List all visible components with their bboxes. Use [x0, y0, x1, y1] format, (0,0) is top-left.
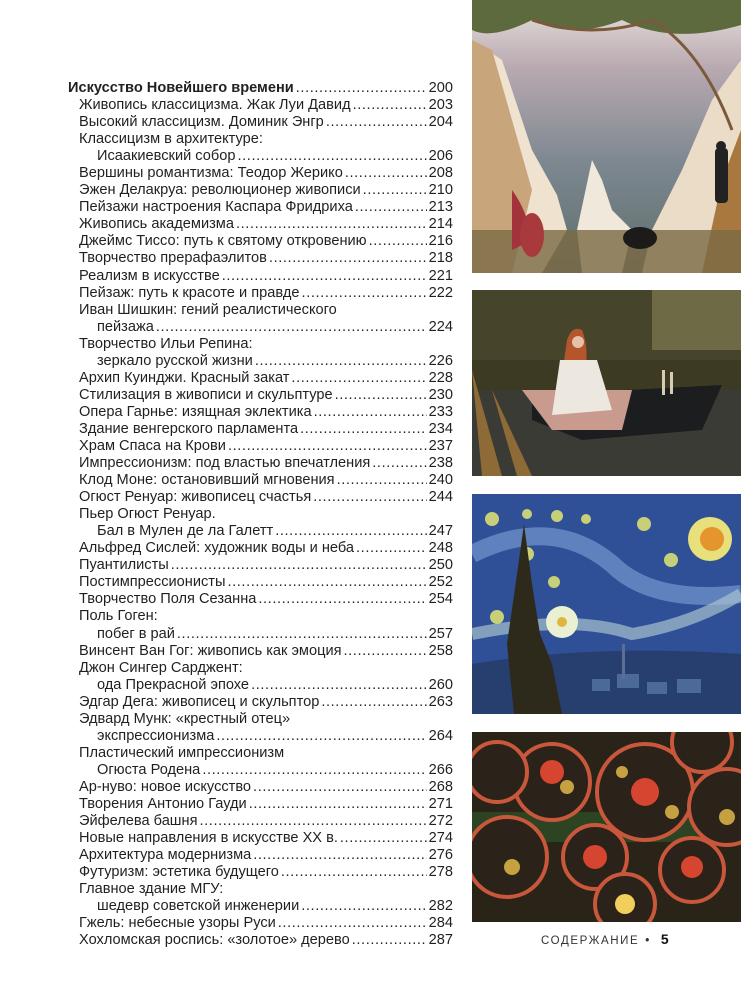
toc-entry-title: Пьер Огюст Ренуар.: [79, 506, 216, 523]
toc-entry-title: Пластический импрессионизм: [79, 744, 285, 761]
toc-entry-title: Огюста Родена: [97, 761, 201, 778]
toc-entry-page: 214: [428, 216, 453, 233]
dot-leader: [300, 421, 427, 438]
toc-entry[interactable]: [68, 574, 453, 591]
toc-entry-title: Гжель: небесные узоры Руси: [79, 915, 276, 932]
toc-entry-page: 254: [428, 591, 453, 608]
dot-leader: [291, 370, 426, 387]
toc-entry-title: экспрессионизма: [97, 727, 215, 744]
toc-entry-title: Опера Гарнье: изящная эклектика: [79, 403, 312, 420]
toc-entry-title: Эйфелева башня: [79, 813, 198, 830]
chalk-cliffs-painting: [472, 0, 741, 273]
dot-leader: [216, 728, 426, 745]
toc-entry-title: Творения Антонио Гауди: [79, 795, 247, 812]
toc-entry-title: Архип Куинджи. Красный закат: [79, 369, 290, 386]
toc-entry[interactable]: [68, 370, 453, 387]
khokhloma-bowls-photo: [472, 732, 741, 922]
toc-entry-page: 208: [428, 165, 453, 182]
dot-leader: [326, 114, 427, 131]
toc-entry-page: 240: [428, 472, 453, 489]
toc-entry-page: 206: [428, 148, 453, 165]
dot-leader: [335, 387, 427, 404]
toc-entry-title: Бал в Мулен де ла Галетт: [97, 523, 274, 540]
toc-entry-page: 274: [428, 830, 453, 847]
toc-entry-title: пейзажа: [97, 318, 154, 335]
toc-entry-page: 226: [428, 352, 453, 369]
toc-entry-page: 218: [428, 250, 453, 267]
toc-entry[interactable]: [68, 847, 453, 864]
toc-entry[interactable]: [68, 353, 453, 370]
toc-entry[interactable]: [68, 898, 453, 915]
toc-entry[interactable]: [68, 626, 453, 643]
dot-leader: [258, 591, 426, 608]
toc-entry[interactable]: [68, 131, 453, 148]
toc-entry[interactable]: [68, 97, 453, 114]
toc-entry-title: Альфред Сислей: художник воды и неба: [79, 540, 355, 557]
toc-entry-title: ода Прекрасной эпохе: [97, 676, 250, 693]
toc-entry[interactable]: [68, 796, 453, 813]
dot-leader: [228, 438, 427, 455]
toc-entry-page: 260: [428, 676, 453, 693]
toc-entry-title: Пейзаж: путь к красоте и правде: [79, 284, 300, 301]
toc-entry-page: 233: [428, 403, 453, 420]
dot-leader: [345, 165, 427, 182]
dot-leader: [253, 779, 427, 796]
toc-entry-page: 247: [428, 523, 453, 540]
dot-leader: [251, 677, 427, 694]
toc-entry[interactable]: [68, 779, 453, 796]
dot-leader: [156, 319, 427, 336]
dot-leader: [356, 540, 427, 557]
dot-leader: [281, 864, 427, 881]
toc-entry-page: 230: [428, 386, 453, 403]
toc-entry-page: 263: [428, 693, 453, 710]
toc-entry-page: 266: [428, 761, 453, 778]
toc-entry-page: 258: [428, 642, 453, 659]
toc-entry-page: 224: [428, 318, 453, 335]
dot-leader: [337, 472, 427, 489]
toc-entry[interactable]: [68, 660, 453, 677]
toc-entry-page: 228: [428, 369, 453, 386]
toc-entry-page: 200: [428, 80, 453, 96]
toc-entry-title: Творчество Поля Сезанна: [79, 591, 257, 608]
dot-leader: [314, 404, 427, 421]
dot-leader: [321, 694, 426, 711]
toc-entry[interactable]: [68, 250, 453, 267]
toc-entry-title: Ар-нуво: новое искусство: [79, 778, 252, 795]
toc-entry[interactable]: [68, 813, 453, 830]
dot-leader: [352, 932, 427, 949]
toc-entry-page: 284: [428, 915, 453, 932]
toc-entry-title: Вершины романтизма: Теодор Жерико: [79, 165, 343, 182]
separator-bullet: •: [645, 935, 651, 947]
toc-entry-title: Иван Шишкин: гений реалистического: [79, 301, 337, 318]
dot-leader: [302, 285, 427, 302]
toc-entry[interactable]: [68, 915, 453, 932]
toc-entry[interactable]: [68, 506, 453, 523]
dot-leader: [249, 796, 427, 813]
toc-entry-page: 250: [428, 557, 453, 574]
dot-leader: [369, 233, 427, 250]
toc-entry-page: 282: [428, 898, 453, 915]
toc-entry-title: Пейзажи настроения Каспара Фридриха: [79, 199, 353, 216]
dot-leader: [278, 915, 427, 932]
toc-entry-page: 276: [428, 847, 453, 864]
toc-entry-title: Эдвард Мунк: «крестный отец»: [79, 710, 291, 727]
toc-entry-title: Футуризм: эстетика будущего: [79, 864, 279, 881]
toc-entry-page: 248: [428, 540, 453, 557]
toc-entry[interactable]: [68, 199, 453, 216]
toc-entry-page: 252: [428, 574, 453, 591]
toc-entry[interactable]: [68, 404, 453, 421]
toc-entry-title: Пуантилисты: [79, 557, 169, 574]
toc-entry[interactable]: [68, 762, 453, 779]
dot-leader: [199, 813, 426, 830]
toc-entry-title: Здание венгерского парламента: [79, 420, 299, 437]
toc-entry-page: 272: [428, 813, 453, 830]
toc-entry[interactable]: [68, 864, 453, 881]
toc-entry-title: Живопись классицизма. Жак Луи Давид: [79, 97, 351, 114]
toc-entry[interactable]: [68, 438, 453, 455]
dot-leader: [340, 830, 427, 847]
toc-entry-page: 268: [428, 778, 453, 795]
dot-leader: [301, 898, 426, 915]
toc-entry-title: Джон Сингер Сарджент:: [79, 659, 243, 676]
dot-leader: [275, 523, 426, 540]
toc-entry[interactable]: [68, 455, 453, 472]
dot-leader: [236, 216, 427, 233]
toc-entry-page: 213: [428, 199, 453, 216]
toc-entry[interactable]: [68, 608, 453, 625]
toc-entry-page: 271: [428, 795, 453, 812]
toc-entry[interactable]: [68, 677, 453, 694]
toc-entry-page: 234: [428, 420, 453, 437]
dot-leader: [177, 626, 427, 643]
toc-entry-title: Поль Гоген:: [79, 608, 158, 625]
toc-entry[interactable]: [68, 591, 453, 608]
toc-entry[interactable]: [68, 336, 453, 353]
toc-entry[interactable]: [68, 319, 453, 336]
starry-night-painting: [472, 494, 741, 714]
toc-entry-title: Творчество Ильи Репина:: [79, 335, 253, 352]
toc-entry[interactable]: [68, 523, 453, 540]
dot-leader: [253, 847, 426, 864]
toc-entry[interactable]: [68, 421, 453, 438]
toc-entry-page: 238: [428, 455, 453, 472]
dot-leader: [353, 97, 427, 114]
toc-entry-page: 287: [428, 932, 453, 949]
toc-entry-title: Высокий классицизм. Доминик Энгр: [79, 114, 324, 131]
toc-entry[interactable]: [68, 557, 453, 574]
toc-entry-title: Архитектура модернизма: [79, 847, 252, 864]
toc-entry[interactable]: [68, 216, 453, 233]
dot-leader: [171, 557, 427, 574]
toc-entry-page: 222: [428, 284, 453, 301]
toc-entry-title: Новые направления в искусстве XX в.: [79, 830, 338, 847]
toc-entry-page: 204: [428, 114, 453, 131]
toc-entry-page: 264: [428, 727, 453, 744]
toc-entry-page: 244: [428, 489, 453, 506]
dot-leader: [344, 643, 427, 660]
toc-entry-title: Импрессионизм: под властью впечатления: [79, 455, 371, 472]
dot-leader: [227, 574, 426, 591]
lady-of-shalott-painting: [472, 290, 741, 476]
toc-entry[interactable]: [68, 711, 453, 728]
toc-entry[interactable]: [68, 114, 453, 131]
dot-leader: [296, 80, 427, 97]
dot-leader: [355, 199, 427, 216]
toc-entry-title: Огюст Ренуар: живописец счастья: [79, 489, 312, 506]
dot-leader: [269, 250, 427, 267]
toc-entry[interactable]: [68, 387, 453, 404]
toc-entry-title: Клод Моне: остановивший мгновения: [79, 472, 335, 489]
toc-entry-page: 237: [428, 437, 453, 454]
toc-entry-title: шедевр советской инженерии: [97, 898, 300, 915]
toc-entry[interactable]: [68, 694, 453, 711]
toc-entry-title: Джеймс Тиссо: путь к святому откровению: [79, 233, 367, 250]
toc-entry-title: Искусство Новейшего времени: [68, 80, 294, 96]
toc-entry[interactable]: [68, 285, 453, 302]
table-of-contents: [68, 80, 453, 949]
toc-entry-title: Эдгар Дега: живописец и скульптор: [79, 693, 320, 710]
page-footer: [541, 931, 669, 947]
toc-entry[interactable]: [68, 728, 453, 745]
toc-entry-title: Реализм в искусстве: [79, 267, 220, 284]
dot-leader: [372, 455, 426, 472]
toc-entry-title: Храм Спаса на Крови: [79, 437, 226, 454]
toc-entry[interactable]: [68, 540, 453, 557]
dot-leader: [313, 489, 426, 506]
toc-entry[interactable]: [68, 881, 453, 898]
toc-entry-title: Эжен Делакруа: революционер живописи: [79, 182, 361, 199]
toc-entry[interactable]: [68, 472, 453, 489]
toc-entry[interactable]: [68, 489, 453, 506]
toc-entry[interactable]: [68, 268, 453, 285]
toc-entry[interactable]: [68, 80, 453, 97]
toc-entry-title: зеркало русской жизни: [97, 352, 253, 369]
toc-entry-title: Классицизм в архитектуре:: [79, 131, 263, 148]
toc-entry-title: Творчество прерафаэлитов: [79, 250, 267, 267]
toc-entry[interactable]: [68, 165, 453, 182]
toc-entry[interactable]: [68, 932, 453, 949]
section-title: СОДЕРЖАНИЕ: [541, 935, 640, 947]
toc-entry-page: 221: [428, 267, 453, 284]
toc-entry-title: Постимпрессионисты: [79, 574, 226, 591]
dot-leader: [222, 268, 427, 285]
dot-leader: [202, 762, 426, 779]
toc-entry-title: Хохломская роспись: «золотое» дерево: [79, 932, 350, 949]
toc-entry-page: 216: [428, 233, 453, 250]
dot-leader: [363, 182, 427, 199]
toc-entry-title: Исаакиевский собор: [97, 148, 236, 165]
toc-entry-title: Главное здание МГУ:: [79, 881, 224, 898]
dot-leader: [237, 148, 426, 165]
toc-entry-title: Винсент Ван Гог: живопись как эмоция: [79, 642, 342, 659]
toc-entry[interactable]: [68, 745, 453, 762]
toc-entry[interactable]: [68, 233, 453, 250]
toc-entry-page: 203: [428, 97, 453, 114]
toc-entry-title: Живопись академизма: [79, 216, 234, 233]
toc-entry[interactable]: [68, 182, 453, 199]
page-number: 5: [660, 931, 669, 947]
toc-entry[interactable]: [68, 302, 453, 319]
toc-entry-page: 210: [428, 182, 453, 199]
toc-entry-title: побег в рай: [97, 625, 175, 642]
toc-entry-page: 257: [428, 625, 453, 642]
toc-entry-page: 278: [428, 864, 453, 881]
toc-entry-title: Стилизация в живописи и скульптуре: [79, 386, 333, 403]
toc-entry[interactable]: [68, 148, 453, 165]
toc-entry[interactable]: [68, 830, 453, 847]
toc-entry[interactable]: [68, 643, 453, 660]
dot-leader: [255, 353, 427, 370]
